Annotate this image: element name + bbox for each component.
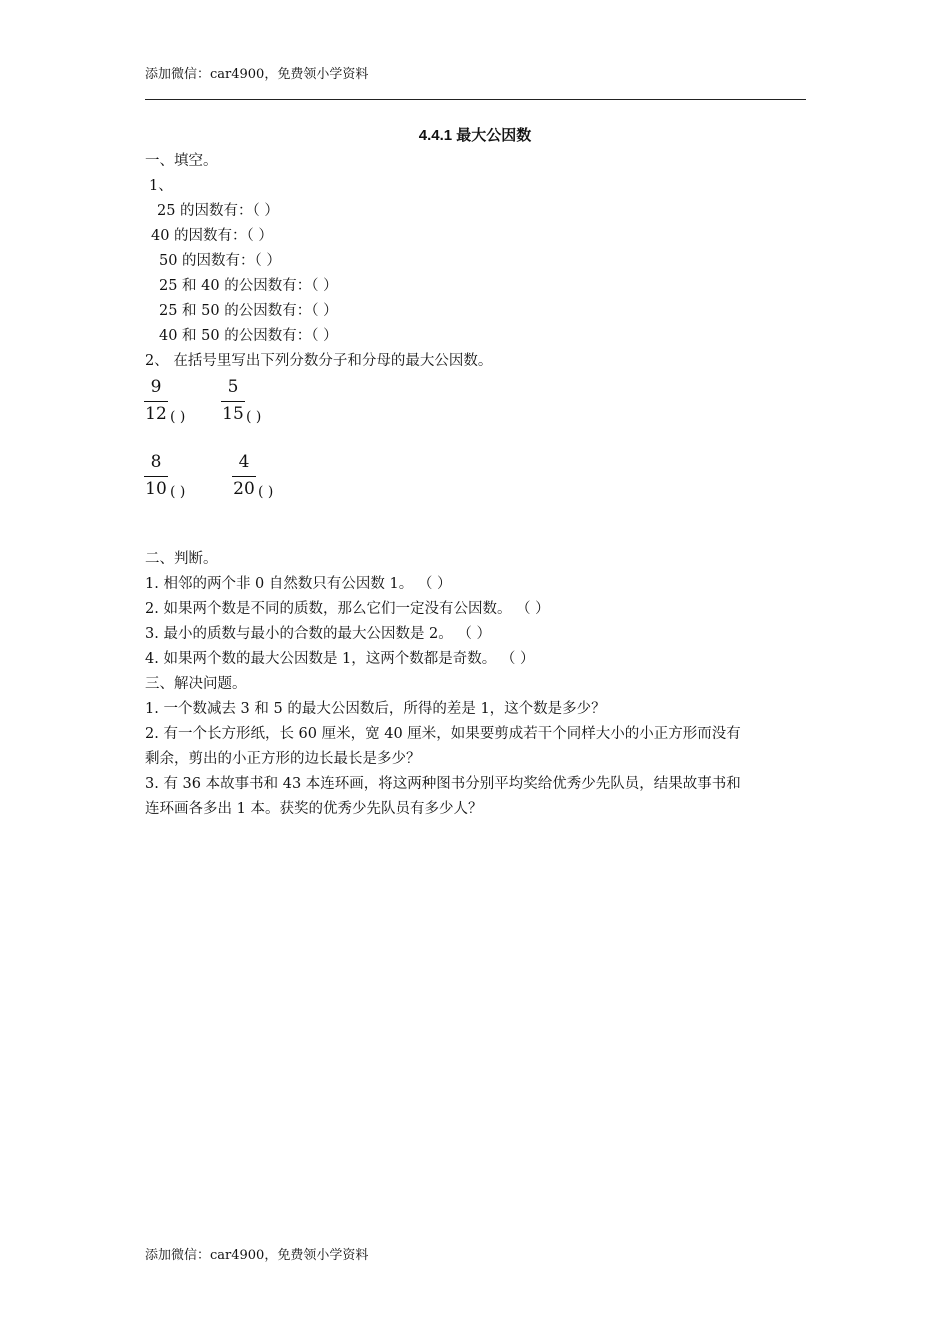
q1-item-factors-25: 25 的因数有：（ ）	[157, 203, 279, 219]
answer-blank-8-10: ( )	[170, 484, 186, 500]
q1-item-common-40-50: 40 和 50 的公因数有：（ ）	[159, 328, 338, 344]
problem-3-line-1: 3. 有 36 本故事书和 43 本连环画，将这两种图书分别平均奖给优秀少先队员，结果故事书和	[145, 776, 741, 792]
fraction-numerator: 4	[238, 452, 250, 472]
fraction-4-20	[232, 454, 256, 498]
problem-3-line-2: 连环画各多出 1 本。获奖的优秀少先队员有多少人？	[145, 801, 483, 817]
fraction-5-15	[221, 379, 245, 423]
q1-item-factors-50: 50 的因数有：（ ）	[159, 253, 281, 269]
fraction-denominator: 10	[145, 479, 167, 499]
problem-2-line-1: 2. 有一个长方形纸，长 60 厘米，宽 40 厘米，如果要剪成若干个同样大小的小正方形而没有	[145, 726, 741, 742]
q1-item-common-25-50: 25 和 50 的公因数有：（ ）	[159, 303, 338, 319]
q1-item-common-25-40: 25 和 40 的公因数有：（ ）	[159, 278, 338, 294]
judge-item-3: 3. 最小的质数与最小的合数的最大公因数是 2。 （ ）	[145, 626, 491, 642]
fraction-numerator: 8	[150, 452, 162, 472]
fraction-9-12	[144, 379, 168, 423]
fraction-bar	[232, 476, 256, 477]
q1-item-factors-40: 40 的因数有：（ ）	[151, 228, 273, 244]
fraction-numerator: 5	[227, 377, 239, 397]
section-2-heading: 二、判断。	[145, 551, 218, 567]
fraction-denominator: 12	[145, 404, 167, 424]
fraction-denominator: 20	[233, 479, 255, 499]
fraction-numerator: 9	[150, 377, 162, 397]
worksheet-title: 4.4.1 最大公因数	[418, 127, 532, 144]
fraction-bar	[144, 401, 168, 402]
answer-blank-5-15: ( )	[246, 409, 262, 425]
page-header: 添加微信：car4900，免费领小学资料	[145, 67, 369, 82]
fraction-8-10	[144, 454, 168, 498]
fraction-denominator: 15	[222, 404, 244, 424]
question-1-label: 1、	[149, 178, 173, 194]
fraction-bar	[144, 476, 168, 477]
problem-2-line-2: 剩余，剪出的小正方形的边长最长是多少？	[145, 751, 421, 767]
fraction-bar	[221, 401, 245, 402]
page-footer: 添加微信：car4900，免费领小学资料	[145, 1248, 369, 1263]
section-3-heading: 三、解决问题。	[145, 676, 247, 692]
answer-blank-9-12: ( )	[170, 409, 186, 425]
header-divider	[145, 99, 806, 100]
judge-item-1: 1. 相邻的两个非 0 自然数只有公因数 1。 （ ）	[145, 576, 452, 592]
problem-1: 1. 一个数减去 3 和 5 的最大公因数后，所得的差是 1，这个数是多少？	[145, 701, 606, 717]
judge-item-2: 2. 如果两个数是不同的质数，那么它们一定没有公因数。 （ ）	[145, 601, 550, 617]
judge-item-4: 4. 如果两个数的最大公因数是 1，这两个数都是奇数。 （ ）	[145, 651, 535, 667]
answer-blank-4-20: ( )	[258, 484, 274, 500]
question-2-label: 2、 在括号里写出下列分数分子和分母的最大公因数。	[145, 353, 493, 369]
section-1-heading: 一、填空。	[145, 153, 218, 169]
